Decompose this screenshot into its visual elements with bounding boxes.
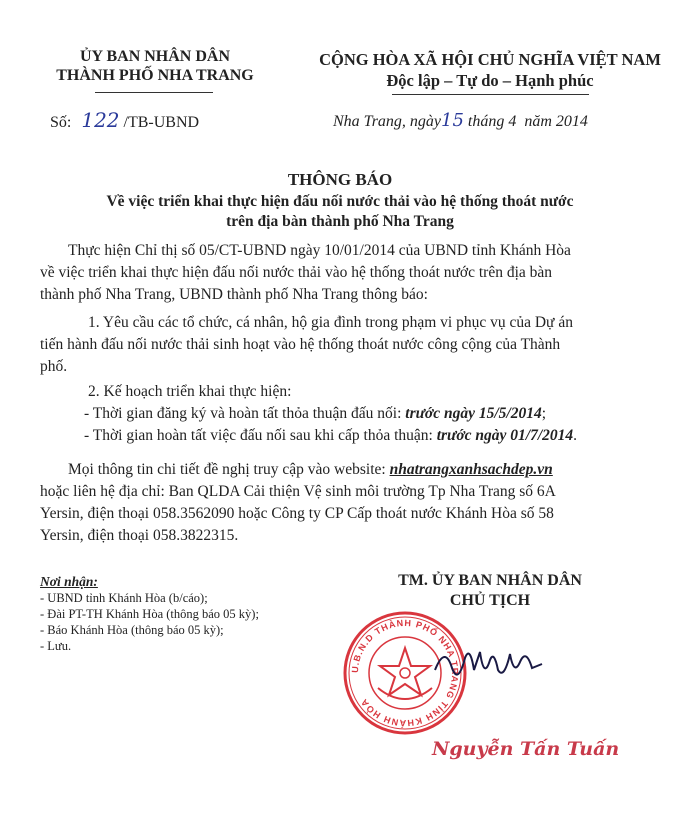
website-link[interactable]: nhatrangxanhsachdep.vn xyxy=(389,461,553,478)
handwritten-signature xyxy=(430,640,550,690)
notice-subject-line2: trên địa bàn thành phố Nha Trang xyxy=(226,213,454,230)
recipients-heading: Nơi nhận: xyxy=(40,574,98,589)
deadline-registration-date: trước ngày 15/5/2014 xyxy=(405,405,542,422)
signature-title xyxy=(370,572,610,610)
contact-line4: Yersin, điện thoại 058.3822315. xyxy=(40,527,239,544)
signer-name: Nguyễn Tấn Tuấn xyxy=(432,738,620,760)
seal-text: U.B.N.D THÀNH PHỐ NHA TRANG TỈNH KHÁNH HÒA xyxy=(349,617,461,729)
contact-line1 xyxy=(40,459,660,481)
item2-heading: 2. Kế hoạch triển khai thực hiện: xyxy=(88,383,292,400)
country-name: CỘNG HÒA XÃ HỘI CHỦ NGHĨA VIỆT NAM xyxy=(319,50,661,69)
notice-body xyxy=(40,240,660,547)
intro-line3: thành phố Nha Trang, UBND thành phố Nha Trang thông báo: xyxy=(40,286,428,303)
agency-underline xyxy=(95,92,213,93)
date-place: Nha Trang, ngày xyxy=(333,113,442,130)
contact-intro: Mọi thông tin chi tiết đề nghị truy cập vào website: xyxy=(68,461,386,478)
agency-name xyxy=(40,48,270,85)
date-year: năm 2014 xyxy=(524,113,588,130)
contact-line2: hoặc liên hệ địa chỉ: Ban QLDA Cải thiện Vệ sinh môi trường Tp Nha Trang số 6A xyxy=(40,483,556,500)
signature-line1: TM. ỦY BAN NHÂN DÂN xyxy=(398,572,582,589)
contact-line3: Yersin, điện thoại 058.3562090 hoặc Công ty CP Cấp thoát nước Khánh Hòa số 58 xyxy=(40,505,554,522)
notice-title: THÔNG BÁO xyxy=(287,170,393,189)
notice-subject-line1: Về việc triển khai thực hiện đấu nối nước thải vào hệ thống thoát nước xyxy=(106,193,574,210)
item1-line3: phố. xyxy=(40,358,68,375)
intro-line2: về việc triển khai thực hiện đấu nối nước thải vào hệ thống thoát nước trên địa bàn xyxy=(40,264,553,281)
deadline-connection xyxy=(40,425,660,447)
deadline-registration-end: ; xyxy=(541,405,547,422)
recipients-list xyxy=(40,574,300,654)
date-day-handwritten: 15 xyxy=(441,110,464,131)
agency-line2: THÀNH PHỐ NHA TRANG xyxy=(56,67,254,84)
recipient-item: - UBND tỉnh Khánh Hòa (b/cáo); xyxy=(40,591,208,605)
recipient-item: - Báo Khánh Hòa (thông báo 05 kỳ); xyxy=(40,623,224,637)
doc-number-suffix: /TB-UBND xyxy=(123,114,200,131)
intro-line1: Thực hiện Chỉ thị số 05/CT-UBND ngày 10/01/2014 của UBND tỉnh Khánh Hòa xyxy=(68,242,571,259)
document-number xyxy=(50,108,199,132)
item1-line2: tiến hành đấu nối nước thải sinh hoạt vào hệ thống thoát nước công cộng của Thành xyxy=(40,336,561,353)
motto-line: Độc lập – Tự do – Hạnh phúc xyxy=(386,71,594,90)
recipient-item: - Lưu. xyxy=(40,639,72,653)
deadline-connection-end: . xyxy=(573,427,578,444)
agency-line1: ỦY BAN NHÂN DÂN xyxy=(79,48,231,65)
recipient-item: - Đài PT-TH Khánh Hòa (thông báo 05 kỳ); xyxy=(40,607,259,621)
deadline-registration xyxy=(40,403,660,425)
item1-line1: 1. Yêu cầu các tổ chức, cá nhân, hộ gia đình trong phạm vi phục vụ của Dự án xyxy=(88,314,573,331)
star-icon xyxy=(380,648,430,695)
signature-line2: CHỦ TỊCH xyxy=(449,592,531,609)
deadline-connection-text: - Thời gian hoàn tất việc đấu nối sau khi cấp thỏa thuận: xyxy=(84,427,433,444)
national-motto xyxy=(305,50,675,91)
issue-date xyxy=(333,110,588,131)
deadline-registration-text: - Thời gian đăng ký và hoàn tất thỏa thuận đấu nối: xyxy=(84,405,402,422)
date-month: tháng 4 xyxy=(467,113,517,130)
doc-number-prefix: Số: xyxy=(50,114,72,131)
deadline-connection-date: trước ngày 01/7/2014 xyxy=(436,427,574,444)
doc-number-handwritten: 122 xyxy=(81,108,120,132)
motto-underline xyxy=(392,94,589,95)
